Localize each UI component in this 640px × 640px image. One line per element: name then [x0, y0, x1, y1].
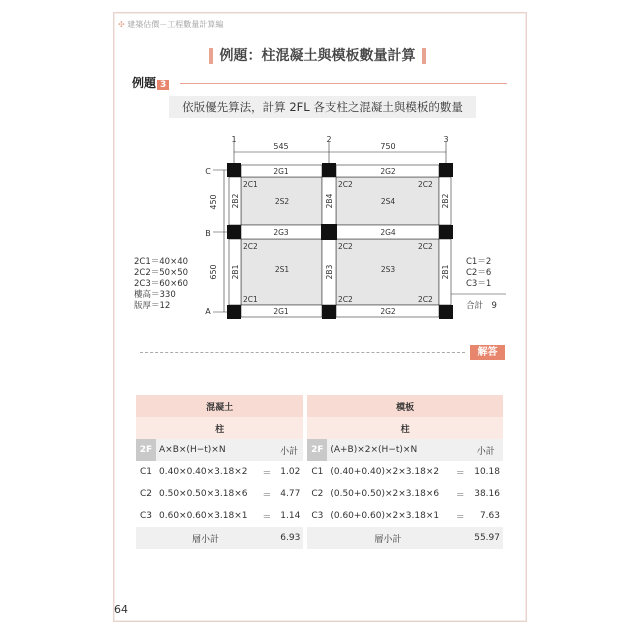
beam-label: 2G2 [380, 307, 396, 316]
column-label: 2C2 [243, 242, 258, 251]
column-title: 柱 [136, 417, 303, 439]
concrete-expression: 0.40×0.40×3.18×2 [159, 467, 248, 477]
equals-sign: ＝ [455, 490, 465, 501]
example-divider [180, 83, 507, 84]
floor-cell: 2F [307, 439, 327, 461]
formwork-expression: (0.60+0.60)×2×3.18×1 [330, 511, 440, 521]
column-label: 2C2 [418, 242, 433, 251]
table-row [136, 461, 503, 483]
formwork-value: 10.18 [474, 467, 500, 477]
page-number: 64 [114, 603, 128, 616]
equals-sign: ＝ [455, 512, 465, 523]
column-label: 2C2 [418, 295, 433, 304]
example-number-badge: 3 [157, 80, 169, 90]
column-label: 2C2 [338, 242, 353, 251]
span-y-2: 650 [209, 264, 218, 280]
legend-left-item: 樓高＝330 [134, 290, 176, 300]
example-text: 例題 [132, 76, 157, 90]
row-id: C3 [140, 511, 153, 521]
legend-left-item: 版厚＝12 [134, 301, 171, 311]
span-x-1: 545 [273, 142, 289, 151]
section-title: 例題：柱混凝土與模板數量計算 [215, 46, 420, 66]
beam-label: 2G1 [273, 307, 289, 316]
concrete-value: 1.14 [280, 511, 301, 521]
concrete-formula: A×B×(H−t)×N [156, 439, 275, 461]
legend-right-item: C2＝6 [466, 268, 492, 278]
legend-left-item: 2C2＝50×50 [134, 268, 189, 278]
running-header [118, 19, 223, 30]
grid-number-2: 2 [326, 135, 332, 144]
answer-badge: 解答 [470, 345, 505, 360]
column-label: 2C1 [243, 180, 258, 189]
beam-label: 2B1 [231, 264, 240, 280]
beam-label: 2B1 [441, 264, 450, 280]
formwork-value: 7.63 [479, 511, 500, 521]
slab-label: 2S4 [380, 197, 396, 206]
formwork-value: 38.16 [474, 489, 500, 499]
row-id: C2 [311, 489, 324, 499]
concrete-expression: 0.60×0.60×3.18×1 [159, 511, 248, 521]
layer-subtotal-row [136, 527, 503, 549]
beam-label: 2B3 [325, 264, 334, 280]
span-y-1: 450 [209, 194, 218, 210]
equals-sign: ＝ [262, 512, 272, 523]
legend-left-item: 2C1＝40×40 [134, 257, 189, 267]
equals-sign: ＝ [455, 468, 465, 479]
formula-row [136, 439, 503, 461]
running-header-text: 建築估價－工程數量計算編 [127, 20, 224, 29]
legend-right-item: C3＝1 [466, 279, 492, 289]
formwork-expression: (0.40+0.40)×2×3.18×2 [330, 467, 440, 477]
beam-label: 2G3 [273, 228, 289, 237]
slab-label: 2S1 [274, 265, 290, 274]
slabs [241, 177, 439, 305]
formwork-expression: (0.50+0.50)×2×3.18×6 [330, 489, 440, 499]
concrete-header: 混凝土 [136, 395, 303, 417]
beam-label: 2G2 [380, 167, 396, 176]
equals-sign: ＝ [262, 468, 272, 479]
beam-label: 2G4 [380, 228, 396, 237]
equals-sign: ＝ [262, 490, 272, 501]
beam-label: 2B2 [231, 193, 240, 209]
column-title: 柱 [307, 417, 503, 439]
column-label: 2C2 [338, 180, 353, 189]
row-id: C1 [140, 467, 153, 477]
subtotal-label: 小計 [468, 439, 503, 461]
formwork-header: 模板 [307, 395, 503, 417]
beam-label: 2B2 [441, 193, 450, 209]
example-label [132, 74, 169, 91]
table-row [136, 483, 503, 505]
layer-subtotal-label: 層小計 [307, 527, 468, 549]
grid-number-1: 1 [231, 135, 237, 144]
row-id: C1 [311, 467, 324, 477]
formwork-total: 55.97 [468, 527, 503, 549]
floor-plan [128, 134, 518, 324]
slab-label: 2S2 [274, 197, 290, 206]
legend-total: 合計 9 [466, 301, 497, 311]
subtotal-label: 小計 [275, 439, 303, 461]
concrete-expression: 0.50×0.50×3.18×6 [159, 489, 248, 499]
legend-right-item: C1＝2 [466, 257, 492, 267]
row-id: C2 [140, 489, 153, 499]
concrete-value: 4.77 [280, 489, 301, 499]
formwork-formula: (A+B)×2×(H−t)×N [327, 439, 468, 461]
grid-letter-a: A [205, 307, 211, 316]
row-id: C3 [311, 511, 324, 521]
beam-label: 2B4 [325, 193, 334, 209]
slab-label: 2S3 [380, 265, 396, 274]
span-x-2: 750 [380, 142, 396, 151]
table-subheader-row [136, 417, 503, 439]
column-label: 2C2 [418, 180, 433, 189]
calculation-table [136, 395, 503, 549]
concrete-total: 6.93 [275, 527, 303, 549]
question-box: 依版優先算法，計算 2FL 各支柱之混凝土與模板的數量 [169, 96, 476, 118]
diamond-icon: ✣ [118, 20, 128, 29]
grid-letter-b: B [205, 229, 211, 238]
legend-left-item: 2C3＝60×60 [134, 279, 189, 289]
beam-label: 2G1 [273, 167, 289, 176]
grid-letter-c: C [205, 167, 211, 176]
table-row [136, 505, 503, 527]
concrete-value: 1.02 [280, 467, 301, 477]
table-header-row [136, 395, 503, 417]
column-label: 2C1 [243, 295, 258, 304]
grid-number-3: 3 [443, 135, 449, 144]
layer-subtotal-label: 層小計 [136, 527, 275, 549]
answer-divider [140, 352, 465, 353]
column-label: 2C2 [338, 295, 353, 304]
floor-cell: 2F [136, 439, 156, 461]
